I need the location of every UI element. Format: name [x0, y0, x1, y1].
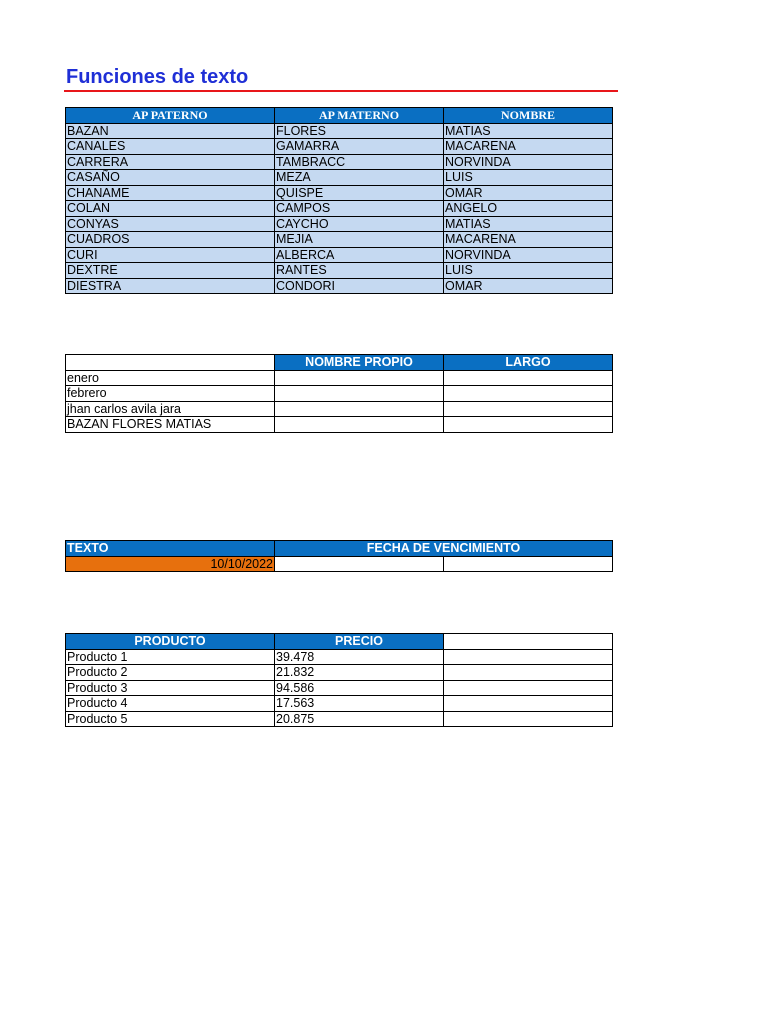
- header-fecha-vencimiento[interactable]: FECHA DE VENCIMIENTO: [275, 541, 613, 557]
- names-header-row: [66, 108, 613, 124]
- table-row: [66, 139, 613, 155]
- header-precio[interactable]: PRECIO: [275, 634, 444, 650]
- table-row: [66, 201, 613, 217]
- table-row: [66, 170, 613, 186]
- table-row: [66, 123, 613, 139]
- table-row: [66, 154, 613, 170]
- table-cell[interactable]: FLORES: [275, 123, 444, 139]
- date-header-row: [66, 541, 613, 557]
- title-underline: [64, 90, 618, 92]
- table-cell[interactable]: OMAR: [444, 185, 613, 201]
- table-cell[interactable]: ANGELO: [444, 201, 613, 217]
- table-cell[interactable]: BAZAN FLORES MATIAS: [66, 417, 275, 433]
- table-row: [66, 665, 613, 681]
- table-cell[interactable]: febrero: [66, 386, 275, 402]
- table-cell[interactable]: enero: [66, 370, 275, 386]
- table-row: [66, 649, 613, 665]
- table-row: [66, 370, 613, 386]
- header-ap-materno[interactable]: AP MATERNO: [275, 108, 444, 124]
- table-cell[interactable]: [444, 386, 613, 402]
- table-cell[interactable]: DIESTRA: [66, 278, 275, 294]
- table-cell[interactable]: MACARENA: [444, 232, 613, 248]
- table-row: [66, 185, 613, 201]
- table-cell[interactable]: OMAR: [444, 278, 613, 294]
- header-blank-cell[interactable]: [66, 355, 275, 371]
- table-cell[interactable]: CUADROS: [66, 232, 275, 248]
- table-cell[interactable]: Producto 1: [66, 649, 275, 665]
- table-row: [66, 278, 613, 294]
- table-cell[interactable]: ALBERCA: [275, 247, 444, 263]
- header-texto[interactable]: TEXTO: [66, 541, 275, 557]
- header-nombre[interactable]: NOMBRE: [444, 108, 613, 124]
- table-row: [66, 680, 613, 696]
- table-row: [66, 386, 613, 402]
- table-cell[interactable]: MEJIA: [275, 232, 444, 248]
- table-cell[interactable]: [444, 665, 613, 681]
- date-result-cell[interactable]: [275, 556, 444, 572]
- table-row: [66, 216, 613, 232]
- table-cell[interactable]: NORVINDA: [444, 154, 613, 170]
- table-cell[interactable]: CURI: [66, 247, 275, 263]
- table-cell[interactable]: DEXTRE: [66, 263, 275, 279]
- date-table: [65, 540, 613, 572]
- table-cell[interactable]: [444, 649, 613, 665]
- table-cell[interactable]: 20.875: [275, 711, 444, 727]
- table-cell[interactable]: CASAÑO: [66, 170, 275, 186]
- table-cell[interactable]: CONDORI: [275, 278, 444, 294]
- table-cell[interactable]: RANTES: [275, 263, 444, 279]
- table-row: [66, 556, 613, 572]
- table-cell[interactable]: MATIAS: [444, 123, 613, 139]
- names-table: [65, 107, 613, 294]
- product-table: [65, 633, 613, 727]
- table-cell[interactable]: Producto 4: [66, 696, 275, 712]
- table-cell[interactable]: CONYAS: [66, 216, 275, 232]
- table-cell[interactable]: Producto 2: [66, 665, 275, 681]
- table-row: [66, 417, 613, 433]
- header-ap-paterno[interactable]: AP PATERNO: [66, 108, 275, 124]
- table-cell[interactable]: CAYCHO: [275, 216, 444, 232]
- table-cell[interactable]: GAMARRA: [275, 139, 444, 155]
- proper-name-table: [65, 354, 613, 433]
- table-cell[interactable]: CHANAME: [66, 185, 275, 201]
- table-cell[interactable]: [275, 370, 444, 386]
- table-cell[interactable]: LUIS: [444, 263, 613, 279]
- table-cell[interactable]: [444, 696, 613, 712]
- table-cell[interactable]: CAMPOS: [275, 201, 444, 217]
- table-cell[interactable]: [444, 680, 613, 696]
- table-cell[interactable]: 17.563: [275, 696, 444, 712]
- table-row: [66, 263, 613, 279]
- table-cell[interactable]: [444, 370, 613, 386]
- table-cell[interactable]: TAMBRACC: [275, 154, 444, 170]
- table-cell[interactable]: CANALES: [66, 139, 275, 155]
- table-cell[interactable]: 94.586: [275, 680, 444, 696]
- header-blank-cell[interactable]: [444, 634, 613, 650]
- table-cell[interactable]: Producto 3: [66, 680, 275, 696]
- table-cell[interactable]: [444, 417, 613, 433]
- table-cell[interactable]: [444, 401, 613, 417]
- table-row: [66, 711, 613, 727]
- table-cell[interactable]: 21.832: [275, 665, 444, 681]
- table-cell[interactable]: MEZA: [275, 170, 444, 186]
- table-cell[interactable]: [444, 711, 613, 727]
- page-title: Funciones de texto: [66, 66, 249, 88]
- proper-header-row: [66, 355, 613, 371]
- table-cell[interactable]: [275, 401, 444, 417]
- table-cell[interactable]: LUIS: [444, 170, 613, 186]
- header-nombre-propio[interactable]: NOMBRE PROPIO: [275, 355, 444, 371]
- table-cell[interactable]: COLAN: [66, 201, 275, 217]
- table-cell[interactable]: jhan carlos avila jara: [66, 401, 275, 417]
- table-row: [66, 401, 613, 417]
- table-cell[interactable]: MACARENA: [444, 139, 613, 155]
- table-cell[interactable]: NORVINDA: [444, 247, 613, 263]
- date-extra-cell[interactable]: [444, 556, 613, 572]
- table-cell[interactable]: BAZAN: [66, 123, 275, 139]
- header-producto[interactable]: PRODUCTO: [66, 634, 275, 650]
- table-cell[interactable]: [275, 386, 444, 402]
- table-cell[interactable]: QUISPE: [275, 185, 444, 201]
- date-value-cell[interactable]: 10/10/2022: [66, 556, 275, 572]
- table-cell[interactable]: 39.478: [275, 649, 444, 665]
- table-row: [66, 247, 613, 263]
- header-largo[interactable]: LARGO: [444, 355, 613, 371]
- table-cell[interactable]: Producto 5: [66, 711, 275, 727]
- table-row: [66, 696, 613, 712]
- table-cell[interactable]: CARRERA: [66, 154, 275, 170]
- table-row: [66, 232, 613, 248]
- table-cell[interactable]: [275, 417, 444, 433]
- product-header-row: [66, 634, 613, 650]
- table-cell[interactable]: MATIAS: [444, 216, 613, 232]
